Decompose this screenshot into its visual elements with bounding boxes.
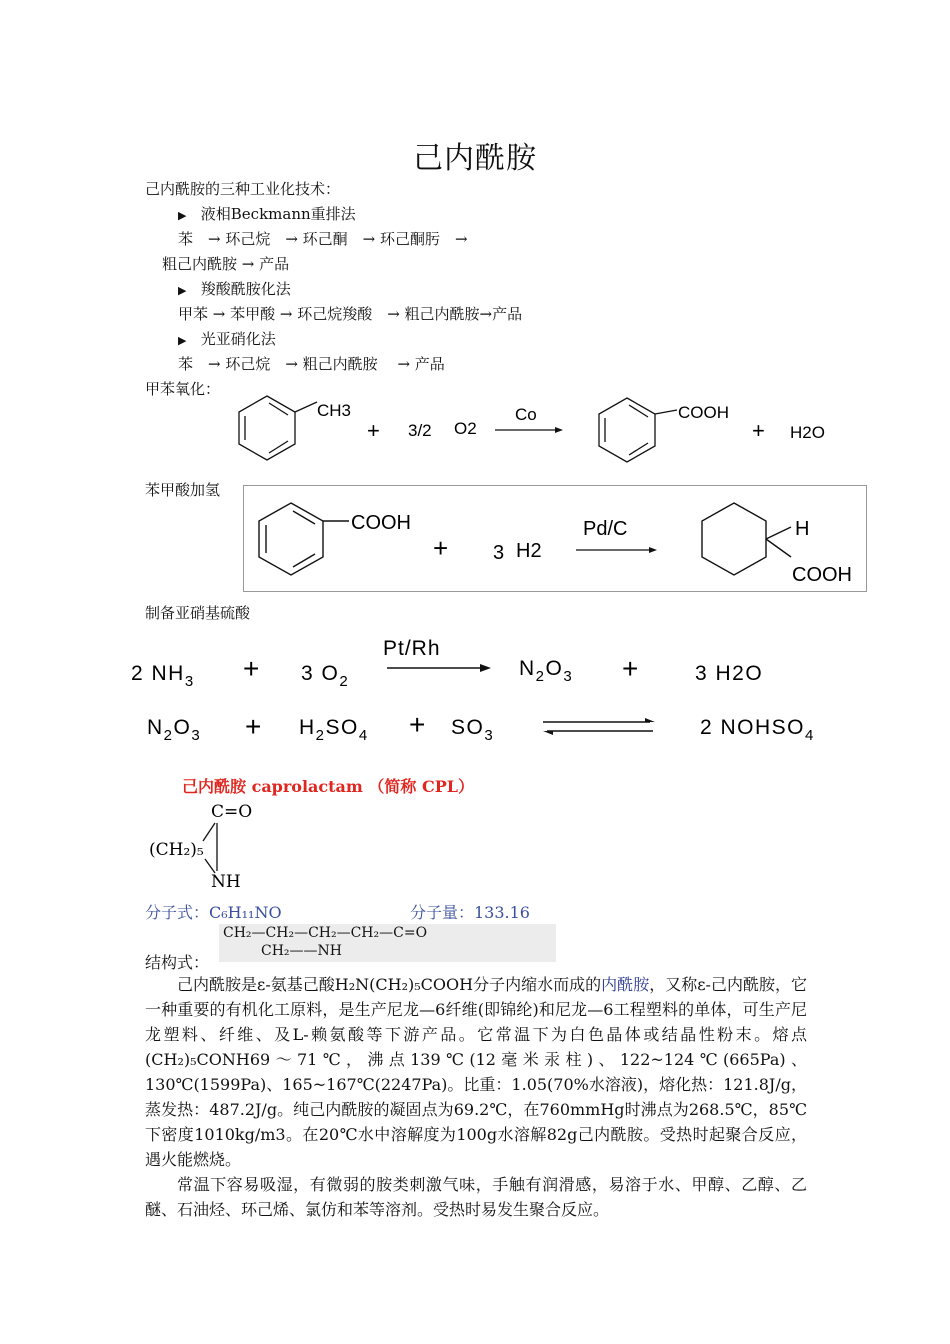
bullet-icon: ▶ [178,209,187,222]
chain-top: CH₂—CH₂—CH₂—CH₂—C=O [223,925,428,941]
method-3 [178,328,276,349]
benzene-ring-icon [239,396,317,460]
mass-label: 分子量：133.16 [410,903,530,922]
plus-sign: + [409,709,426,740]
bullet-icon: ▶ [178,284,187,297]
plus-sign: + [752,418,765,443]
hydrogen: H2 [516,540,542,562]
oxygen: 3 $O_2$ [301,662,350,690]
catalyst: Pt/Rh [383,637,441,660]
plus-sign: + [433,533,449,563]
dinitrogen-trioxide: $N_2O_3$ [147,716,202,744]
method-name: 液相Beckmann重排法 [200,205,356,223]
method-route: 粗己内酰胺 → 产品 [162,255,290,273]
section-label: 甲苯氧化： [145,380,221,398]
chain-label: (CH₂)₅ [149,840,204,860]
description-paragraph [145,972,807,1172]
section-label: 制备亚硝基硫酸 [145,604,251,622]
chain-bottom: CH₂——NH [261,943,342,959]
para-text: ，又称ε-己内酰胺，它一种重要的有机化工原料，是生产尼龙—6纤维(即锦纶)和尼龙—6工程塑料的单体，可生产尼龙塑料、纤维、及L-赖氨酸等下游产品。它常温下为白色晶体或结晶性粉末。熔点(CH₂)₅CONH69～71℃，沸点139℃(12毫米汞柱)、122~124℃(665Pa)、130℃(1599Pa)、165~167℃(2247Pa)。比重：1.05(70%水溶液)，熔化热：121.8J/g，蒸发热：487.2J/g。纯己内酰胺的凝固点为69.2℃，在760mmHg时沸点为268.5℃，85℃下密度1010kg/m3。在20℃水中溶解度为100g水溶解82g己内酰胺。受热时起聚合反应，遇火能燃烧。 [145,975,807,1169]
bullet-icon: ▶ [178,334,187,347]
catalyst: Co [515,405,537,424]
dinitrogen-trioxide: $N_2O_3$ [519,657,574,685]
nitrosylsulfuric-acid: 2 $NOHSO_4$ [700,716,815,744]
reaction-toluene-oxidation [225,390,845,468]
intro-text: 己内酰胺的三种工业化技术： [145,180,341,198]
equilibrium-arrow-icon [543,718,655,735]
caprolactam-ring [145,797,275,893]
properties-paragraph: 常温下容易吸湿，有微弱的胺类刺激气味，手触有润滑感，易溶于水、甲醇、乙醇、乙醚、石油烃、环己烯、氯仿和苯等溶剂。受热时易发生聚合反应。 [145,1175,807,1219]
plus-sign: + [367,418,380,443]
water: H2O [790,423,825,442]
carboxyl-group: COOH [351,512,411,534]
nh-label: NH [211,872,241,892]
structure-image [219,924,556,962]
coefficient: 3/2 [408,421,432,440]
method-2 [178,278,291,299]
cpl-heading: 己内酰胺 caprolactam （简称 CPL） [182,777,475,796]
structure-label: 结构式： [145,953,210,972]
formula-label: 分子式：C₆H₁₁NO [145,903,282,922]
method-name: 羧酸酰胺化法 [200,280,291,298]
sulfuric-acid: $H_2SO_4$ [299,716,369,744]
carbonyl-label: C=O [211,802,253,822]
catalyst: Pd/C [583,518,628,540]
carboxyl-group: COOH [678,403,729,422]
carboxyl-group: COOH [792,564,852,586]
plus-sign: + [245,711,262,742]
method-name: 光亚硝化法 [200,330,276,348]
water: 3 H2O [695,662,764,685]
method-1 [178,203,356,224]
hydrogen-atom: H [795,518,810,540]
oxygen: O2 [454,419,477,438]
reaction-nitrosyl [125,628,865,758]
method-route: 甲苯 → 苯甲酸 → 环己烷羧酸 → 粗己内酰胺→产品 [178,305,523,323]
plus-sign: + [622,653,639,684]
section-label: 苯甲酸加氢 [145,481,221,499]
plus-sign: + [243,653,260,684]
methyl-group: CH3 [317,401,352,420]
method-route: 苯 → 环己烷 → 环己酮 → 环己酮肟 → [178,230,468,248]
sulfur-trioxide: $SO_3$ [451,716,495,744]
para-text: 己内酰胺是ε-氨基己酸H₂N(CH₂)₅COOH分子内缩水而成的 [177,975,602,994]
coefficient: 3 [493,542,505,564]
page-title: 己内酰胺 [413,141,537,176]
ammonia: 2 $NH_3$ [131,662,195,690]
method-route: 苯 → 环己烷 → 粗己内酰胺 → 产品 [178,355,445,373]
reaction-benzoic-hydrogenation [243,485,868,593]
keyword-link[interactable]: 内酰胺 [601,975,650,994]
